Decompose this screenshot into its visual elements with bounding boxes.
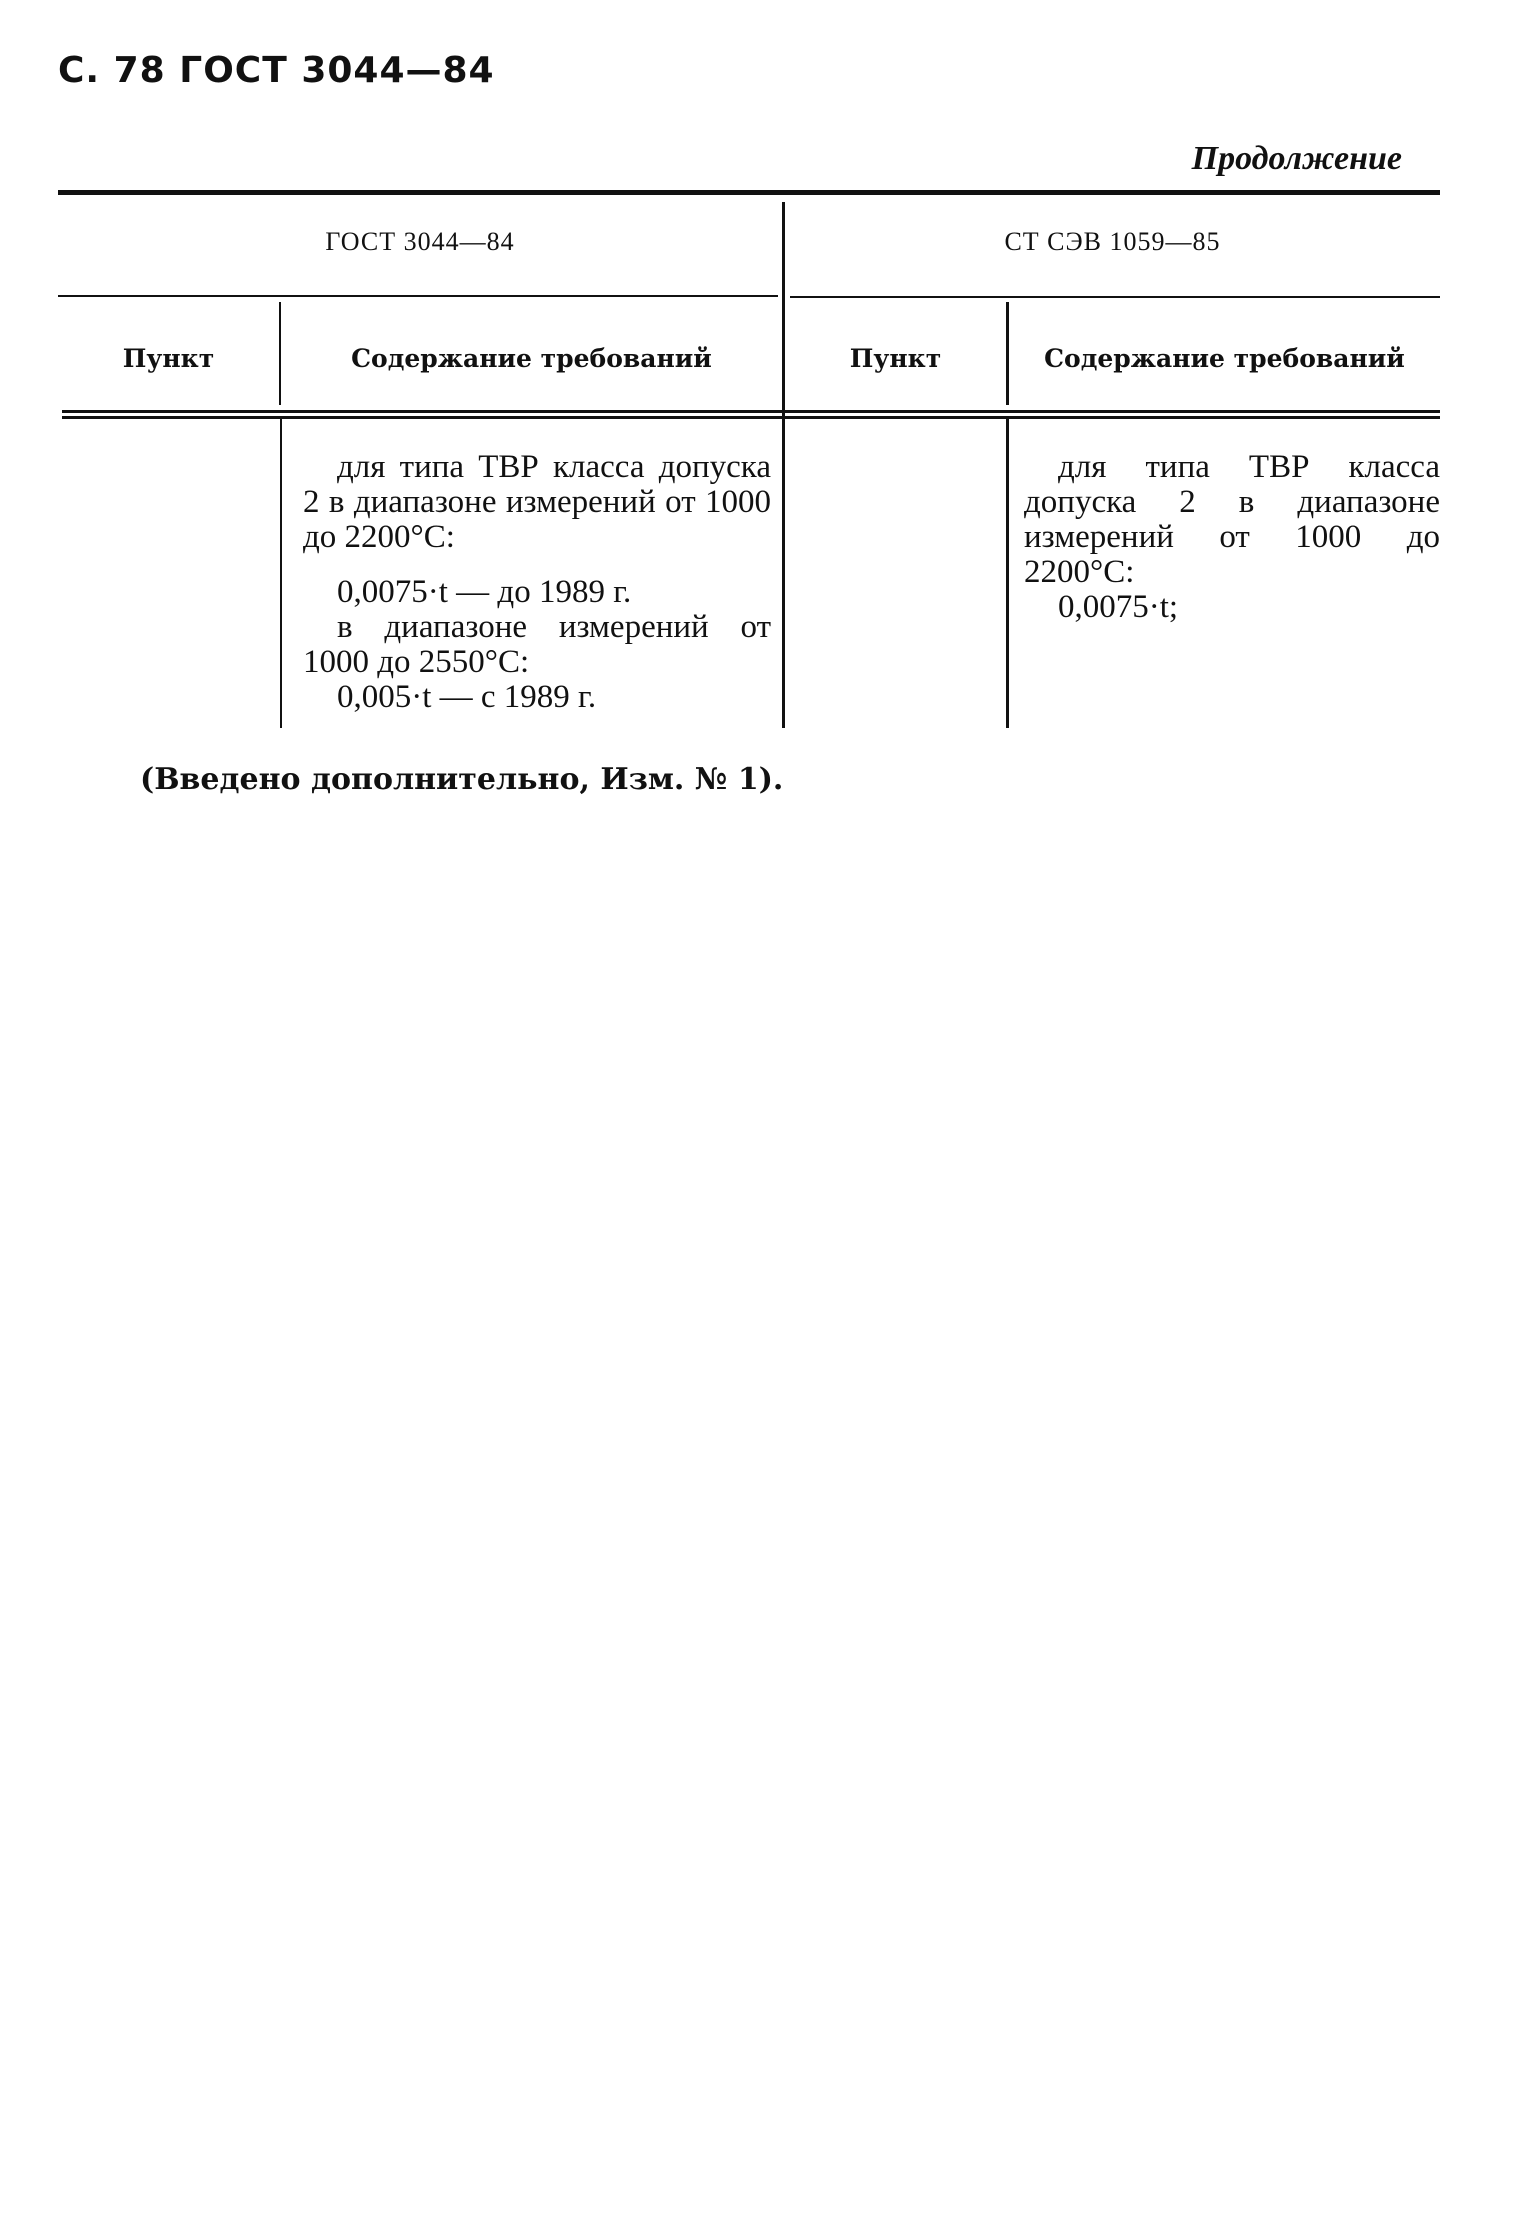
standard-row-rule-right bbox=[790, 296, 1440, 298]
amendment-note: (Введено дополнительно, Изм. № 1). bbox=[140, 762, 784, 797]
left-requirement-line-1: для типа ТВР класса допуска 2 в диапазоне измерений от 1000 до 2200°С: bbox=[303, 449, 771, 555]
left-requirement-line-4: 0,005·t — с 1989 г. bbox=[337, 679, 597, 715]
heading-double-rule-top bbox=[62, 410, 1440, 413]
right-requirement-line-1: для типа ТВР класса допуска 2 в диапазоне измерений от 1000 до 2200°С: bbox=[1024, 449, 1440, 590]
table-center-divider bbox=[782, 202, 785, 728]
table-top-rule bbox=[58, 190, 1440, 195]
left-requirement-line-2: 0,0075·t — до 1989 г. bbox=[337, 574, 632, 610]
right-item-heading: Пункт bbox=[849, 344, 942, 373]
right-standard-heading: СТ СЭВ 1059—85 bbox=[1004, 227, 1221, 256]
right-requirement-line-2: 0,0075·t; bbox=[1058, 589, 1179, 625]
heading-double-rule-bottom bbox=[62, 416, 1440, 419]
left-requirement-line-3: в диапазоне измерений от 1000 до 2550°С: bbox=[303, 609, 771, 680]
standard-row-rule-left bbox=[58, 295, 778, 297]
continuation-label: Продолжение bbox=[1191, 140, 1402, 177]
left-item-heading: Пункт bbox=[122, 344, 215, 373]
left-requirements-text bbox=[303, 450, 771, 715]
right-requirements-text bbox=[1024, 450, 1440, 625]
left-item-divider-body bbox=[280, 419, 282, 728]
page-header: С. 78 ГОСТ 3044—84 bbox=[58, 50, 495, 91]
left-content-heading: Содержание требований bbox=[351, 344, 712, 373]
left-standard-heading: ГОСТ 3044—84 bbox=[325, 227, 515, 256]
right-content-heading: Содержание требований bbox=[1044, 344, 1405, 373]
right-item-divider-body bbox=[1006, 419, 1009, 728]
